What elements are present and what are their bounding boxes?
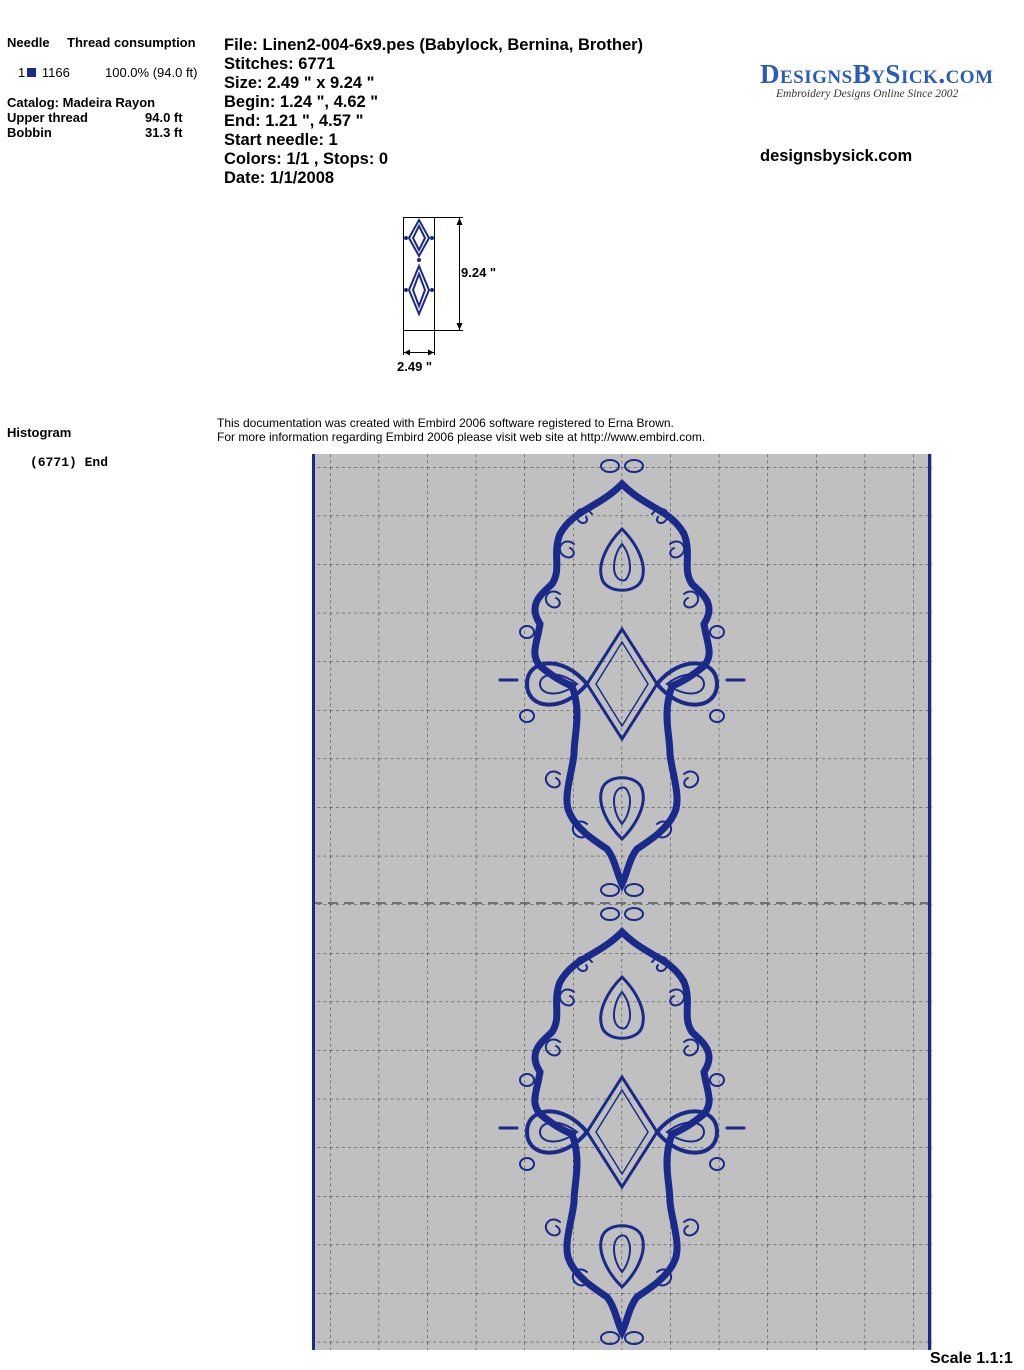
thread-code: 1166 [41,65,70,80]
needle-column-header: Needle [7,35,50,50]
histogram-entry: (6771) End [30,455,109,470]
needle-number: 1 [18,65,26,80]
thread-color-swatch [27,68,36,77]
website-url: designsbysick.com [760,147,913,165]
stitches-line: Stitches: 6771 [224,55,335,73]
height-dimension-label: 9.24 " [461,265,497,280]
file-line: File: Linen2-004-6x9.pes (Babylock, Bernina, Brother) [224,36,644,54]
upper-thread-label: Upper thread [7,110,88,125]
colors-line: Colors: 1/1 , Stops: 0 [224,150,389,168]
size-line: Size: 2.49 " x 9.24 " [224,74,375,92]
histogram-title: Histogram [7,425,72,440]
design-info [224,36,643,188]
logo-wordmark: DesignsBySick.com [760,59,994,89]
date-line: Date: 1/1/2008 [224,169,335,187]
start-needle-line: Start needle: 1 [224,131,338,149]
scale-label: Scale 1.1:1 [930,1350,1013,1367]
design-thumbnail [395,210,515,380]
end-line: End: 1.21 ", 4.57 " [224,112,364,130]
catalog-label: Catalog: Madeira Rayon [7,95,156,110]
embroidery-preview [312,454,932,1350]
software-note-line-1: This documentation was created with Embird 2006 software registered to Erna Brown. [217,416,674,430]
thread-consumption-value: 100.0% (94.0 ft) [105,65,198,80]
brand-logo [760,60,1000,101]
begin-line: Begin: 1.24 ", 4.62 " [224,93,379,111]
thread-row [18,65,70,80]
width-dimension-label: 2.49 " [397,359,433,374]
software-note [217,416,705,444]
logo-tagline: Embroidery Designs Online Since 2002 [776,88,959,100]
software-note-line-2: For more information regarding Embird 2006 please visit web site at http://www.embird.com. [217,430,706,444]
bobbin-label: Bobbin [7,125,52,140]
thread-consumption-header: Thread consumption [67,35,196,50]
bobbin-value: 31.3 ft [145,125,183,140]
upper-thread-value: 94.0 ft [145,110,183,125]
